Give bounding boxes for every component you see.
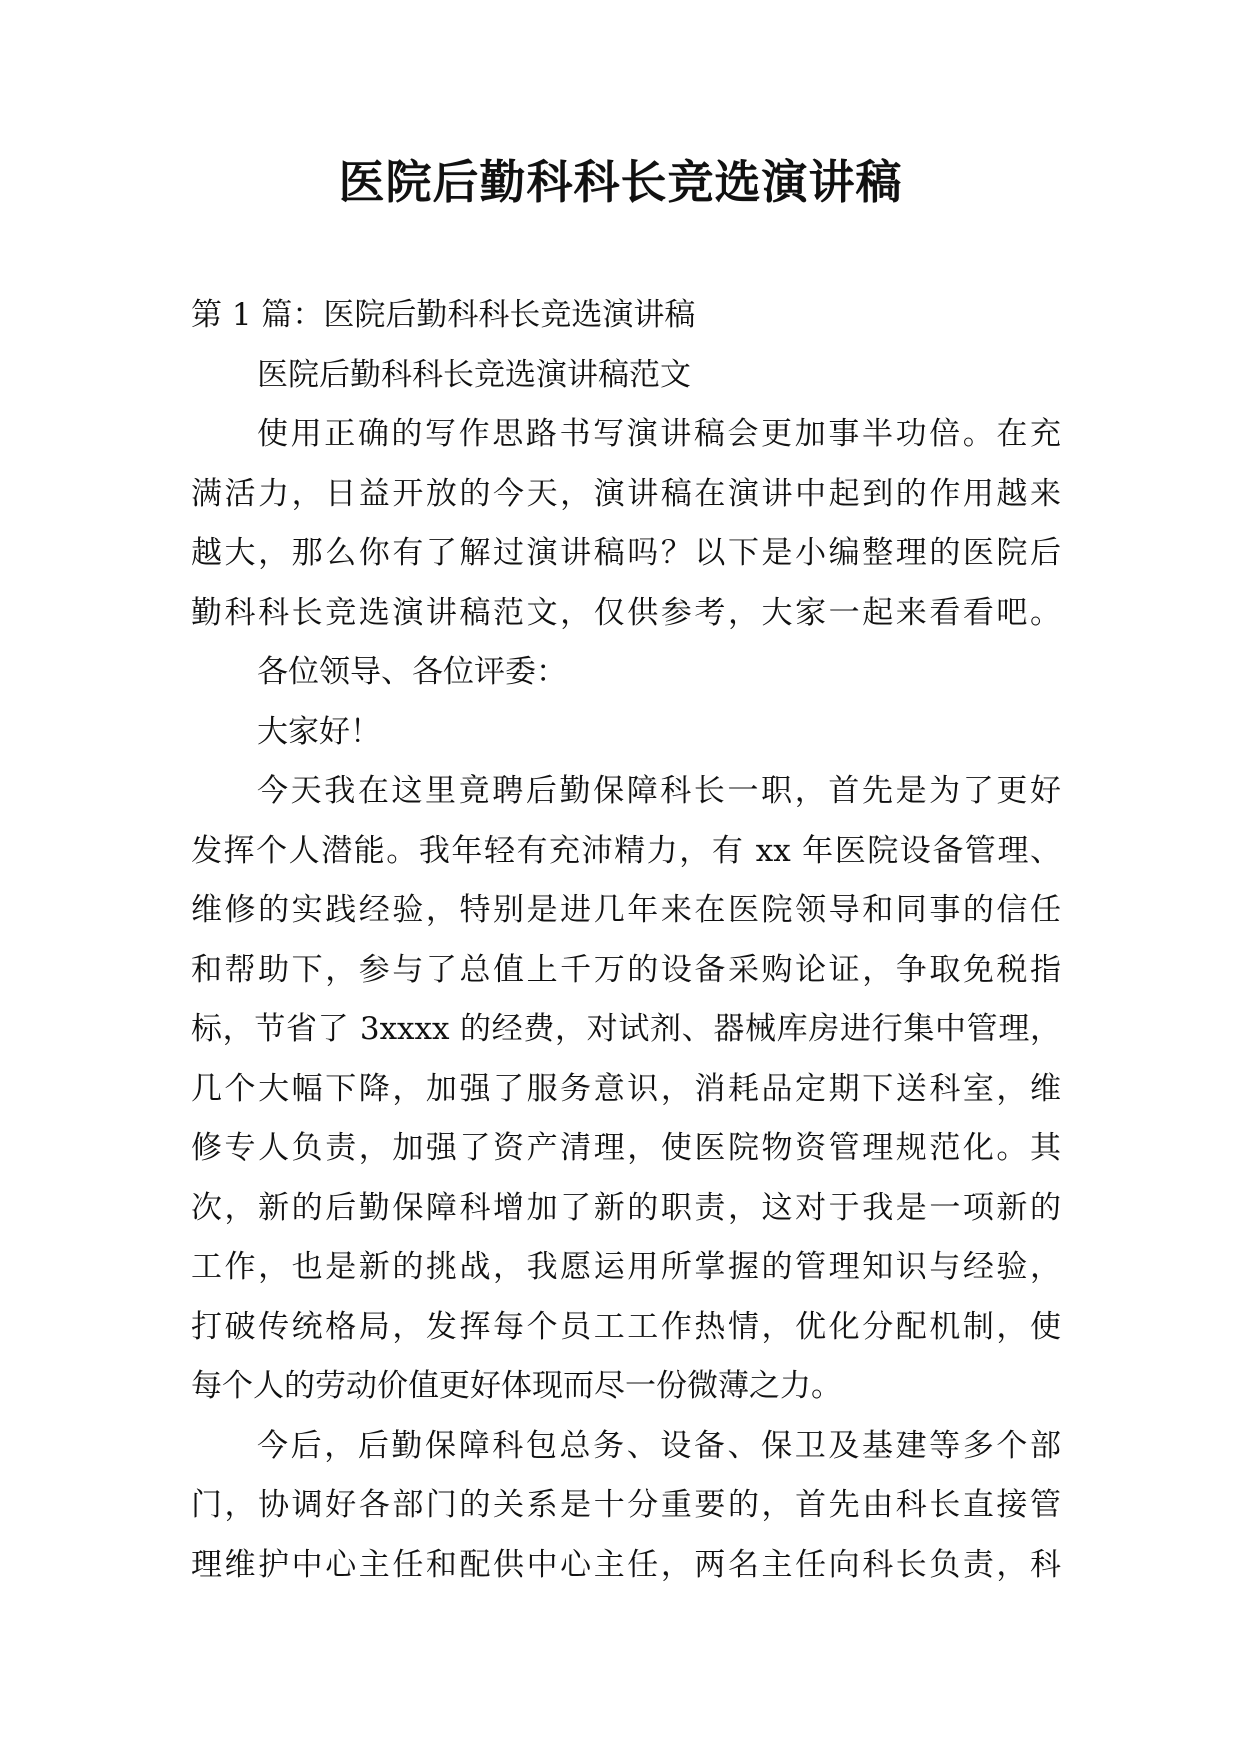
paragraph-line: 标，节省了 3xxxx 的经费，对试剂、器械库房进行集中管理， xyxy=(191,1011,1061,1047)
paragraph-line: 发挥个人潜能。我年轻有充沛精力，有 xx 年医院设备管理、 xyxy=(191,832,1061,869)
greeting-line: 大家好！ xyxy=(257,713,381,750)
document-title: 医院后勤科科长竞选演讲稿 xyxy=(338,155,903,209)
salutation-line: 各位领导、各位评委： xyxy=(257,654,567,690)
paragraph-line: 门，协调好各部门的关系是十分重要的，首先由科长直接管 xyxy=(191,1487,1061,1523)
paragraph-line: 使用正确的写作思路书写演讲稿会更加事半功倍。在充 xyxy=(257,416,1061,452)
paragraph-line: 打破传统格局，发挥每个员工工作热情，优化分配机制，使 xyxy=(191,1308,1061,1345)
document-body xyxy=(191,286,1061,1595)
section-heading: 第 1 篇：医院后勤科科长竞选演讲稿 xyxy=(191,297,696,333)
paragraph-line: 次，新的后勤保障科增加了新的职责，这对于我是一项新的 xyxy=(191,1189,1061,1226)
paragraph-line: 修专人负责，加强了资产清理，使医院物资管理规范化。其 xyxy=(191,1130,1061,1166)
paragraph-line: 几个大幅下降，加强了服务意识，消耗品定期下送科室，维 xyxy=(191,1070,1061,1107)
paragraph-line: 和帮助下，参与了总值上千万的设备采购论证，争取免税指 xyxy=(191,951,1061,988)
paragraph-line: 越大，那么你有了解过演讲稿吗？以下是小编整理的医院后 xyxy=(191,535,1061,571)
paragraph-line: 每个人的劳动价值更好体现而尽一份微薄之力。 xyxy=(191,1368,842,1404)
paragraph-line: 勤科科长竞选演讲稿范文，仅供参考，大家一起来看看吧。 xyxy=(191,594,1061,631)
paragraph-line: 工作，也是新的挑战，我愿运用所掌握的管理知识与经验， xyxy=(191,1249,1061,1285)
paragraph-line: 满活力，日益开放的今天，演讲稿在演讲中起到的作用越来 xyxy=(191,475,1061,512)
paragraph-line: 维修的实践经验，特别是进几年来在医院领导和同事的信任 xyxy=(191,892,1061,928)
paragraph-line: 今后，后勤保障科包总务、设备、保卫及基建等多个部 xyxy=(257,1427,1061,1464)
paragraph-line: 今天我在这里竟聘后勤保障科长一职，首先是为了更好 xyxy=(257,773,1061,809)
subtitle-line: 医院后勤科科长竞选演讲稿范文 xyxy=(257,356,691,393)
paragraph-line: 理维护中心主任和配供中心主任，两名主任向科长负责，科 xyxy=(191,1546,1061,1583)
